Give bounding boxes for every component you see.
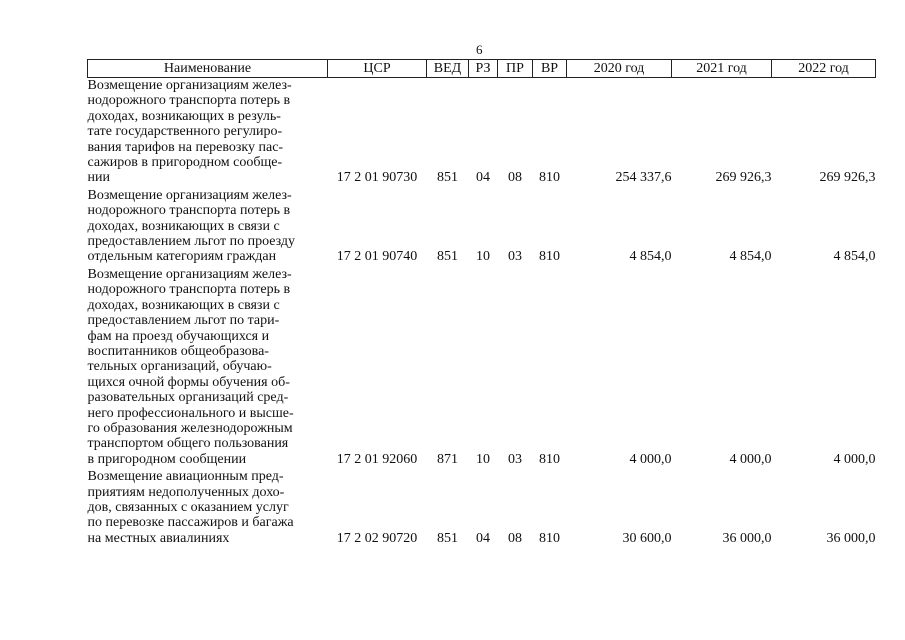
row-csr-cell: 17 2 01 90740 xyxy=(336,249,418,265)
row-name-line: него профессионального и высше- xyxy=(87,405,294,421)
row-2022-cell: 4 000,0 xyxy=(833,451,876,467)
row-name-line: щихся очной формы обучения об- xyxy=(87,374,290,390)
row-ved-cell: 851 xyxy=(437,170,458,186)
row-vr-cell: 810 xyxy=(539,530,560,546)
row-name-line: Возмещение организациям желез- xyxy=(87,78,292,93)
row-pr-cell: 03 xyxy=(508,451,522,467)
row-name-line: тате государственного регулиро- xyxy=(87,124,283,140)
budget-table xyxy=(87,59,876,548)
row-name-line: предоставлением льгот по проезду xyxy=(87,234,296,250)
row-name-cell xyxy=(88,188,328,267)
row-2022-cell: 4 854,0 xyxy=(833,249,876,265)
row-vr-cell: 810 xyxy=(539,170,560,186)
row-name-line: нодорожного транспорта потерь в xyxy=(87,93,291,109)
table-body xyxy=(88,78,876,549)
row-name-line: на местных авиалиниях xyxy=(87,530,230,546)
row-ved-cell: 871 xyxy=(437,451,458,467)
row-2020-cell: 4 854,0 xyxy=(629,249,672,265)
table-header-row xyxy=(88,60,876,78)
row-2020-cell: 4 000,0 xyxy=(629,451,672,467)
header-csr: ЦСР xyxy=(328,60,427,78)
row-csr-cell: 17 2 01 92060 xyxy=(336,451,418,467)
row-ved-cell: 851 xyxy=(437,530,458,546)
row-2021-cell: 269 926,3 xyxy=(715,170,772,186)
row-2022-cell: 269 926,3 xyxy=(819,170,876,186)
row-ved-cell: 851 xyxy=(437,249,458,265)
row-name-line: предоставлением льгот по тари- xyxy=(87,313,280,329)
header-2021: 2021 год xyxy=(672,60,772,78)
header-2020: 2020 год xyxy=(567,60,672,78)
row-name-cell xyxy=(88,267,328,469)
row-name-line: доходах, возникающих в резуль- xyxy=(87,108,281,124)
row-pr-cell: 08 xyxy=(508,530,522,546)
row-2021-cell: 4 854,0 xyxy=(729,249,772,265)
row-name-line: нодорожного транспорта потерь в xyxy=(87,203,291,219)
row-rz-cell: 10 xyxy=(476,249,490,265)
header-ved: ВЕД xyxy=(427,60,469,78)
row-vr-cell: 810 xyxy=(539,249,560,265)
row-rz-cell: 04 xyxy=(476,530,490,546)
row-name-line: доходах, возникающих в связи с xyxy=(87,218,280,234)
row-rz-cell: 04 xyxy=(476,170,490,186)
row-name-line: Возмещение организациям желез- xyxy=(87,187,292,203)
row-name-line: доходах, возникающих в связи с xyxy=(87,297,280,313)
row-csr-cell: 17 2 01 90730 xyxy=(336,170,418,186)
row-name-line: в пригородном сообщении xyxy=(87,451,247,467)
header-vr: ВР xyxy=(533,60,567,78)
table-row xyxy=(88,267,876,469)
row-2020-cell: 254 337,6 xyxy=(615,170,672,186)
row-pr-cell: 08 xyxy=(508,170,522,186)
table-row xyxy=(88,78,876,188)
row-name-line: воспитанников общеобразова- xyxy=(87,343,269,359)
row-2021-cell: 4 000,0 xyxy=(729,451,772,467)
row-name-line: сажиров в пригородном сообще- xyxy=(87,155,283,171)
row-name-line: нии xyxy=(87,170,110,186)
row-name-line: транспортом общего пользования xyxy=(87,436,289,452)
row-name-line: го образования железнодорожным xyxy=(87,420,293,436)
header-name: Наименование xyxy=(88,60,328,78)
row-name-line: дов, связанных с оказанием услуг xyxy=(87,499,289,515)
row-2021-cell: 36 000,0 xyxy=(722,530,772,546)
row-2022-cell: 36 000,0 xyxy=(826,530,876,546)
table-row xyxy=(88,469,876,548)
header-rz: РЗ xyxy=(469,60,498,78)
row-name-line: тельных организаций, обучаю- xyxy=(87,359,272,375)
header-pr: ПР xyxy=(498,60,533,78)
row-name-line: приятиям недополученных дохо- xyxy=(87,484,285,500)
row-name-line: нодорожного транспорта потерь в xyxy=(87,282,291,298)
row-name-line: Возмещение организациям желез- xyxy=(87,266,292,282)
row-rz-cell: 10 xyxy=(476,451,490,467)
row-name-line: Возмещение авиационным пред- xyxy=(87,469,284,485)
row-name-cell xyxy=(88,78,328,188)
row-vr-cell: 810 xyxy=(539,451,560,467)
page-number: 6 xyxy=(476,42,483,57)
row-name-line: вания тарифов на перевозку пас- xyxy=(87,139,284,155)
row-name-cell xyxy=(88,469,328,548)
row-name-line: отдельным категориям граждан xyxy=(87,249,277,265)
row-csr-cell: 17 2 02 90720 xyxy=(336,530,418,546)
row-2020-cell: 30 600,0 xyxy=(622,530,672,546)
header-2022: 2022 год xyxy=(772,60,876,78)
row-name-line: по перевозке пассажиров и багажа xyxy=(87,515,294,531)
row-pr-cell: 03 xyxy=(508,249,522,265)
row-name-line: разовательных организаций сред- xyxy=(87,390,289,406)
row-name-line: фам на проезд обучающихся и xyxy=(87,328,270,344)
table-row xyxy=(88,188,876,267)
